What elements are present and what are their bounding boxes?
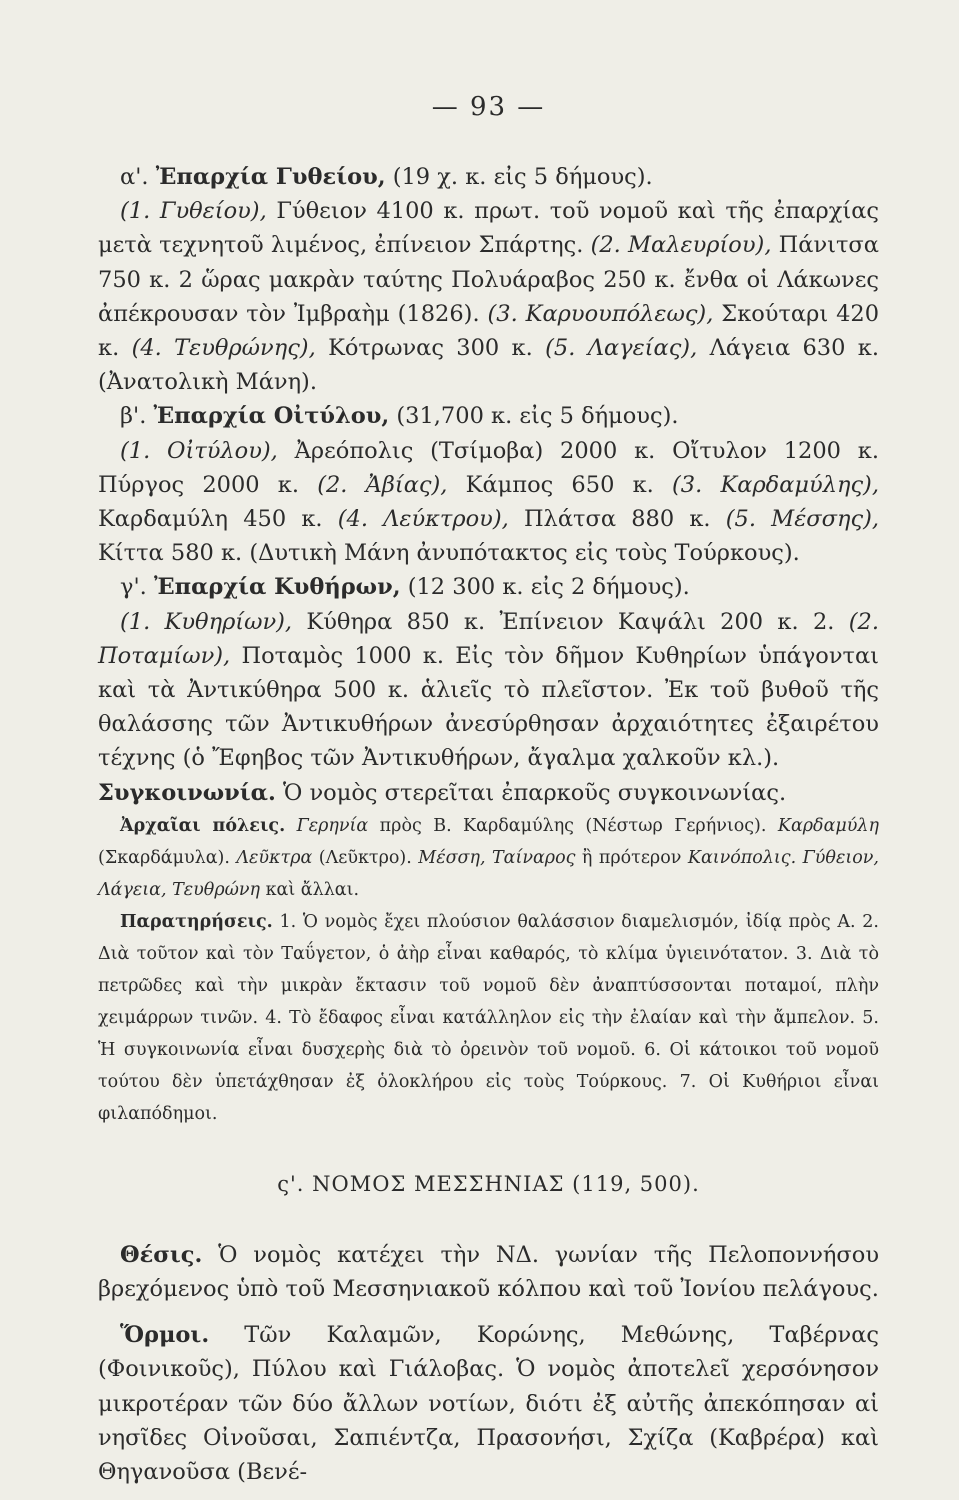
kythera-heading-number: γ'. bbox=[120, 574, 147, 601]
oitylo-text-5: Κίττα 580 κ. (Δυτικὴ Μάνη ἀνυπότακτος εἰς τοὺς Τούρκους). bbox=[98, 540, 800, 567]
gytheio-paragraph bbox=[98, 160, 879, 399]
oitylo-text-3: Καρδαμύλη 450 κ. bbox=[98, 506, 323, 533]
gytheio-text-3: Σκούταρι 420 κ. bbox=[98, 300, 880, 362]
ancient-city-2: Καρδαμύλη bbox=[777, 815, 879, 836]
oitylo-deme-3: (3. Καρδαμύλης), bbox=[672, 471, 879, 498]
ancient-city-3: Λεῦκτρα bbox=[236, 847, 313, 868]
gytheio-heading-title: Ἐπαρχία Γυθείου, bbox=[155, 164, 386, 190]
oitylo-heading-number: β'. bbox=[120, 403, 147, 430]
position-text: Ὁ νομὸς κατέχει τὴν ΝΔ. γωνίαν τῆς Πελοποννήσου βρεχόμενος ὑπὸ τοῦ Μεσσηνιακοῦ κόλπου καὶ τοῦ Ἰονίου πελάγους. bbox=[98, 1241, 879, 1303]
communication-paragraph bbox=[98, 776, 879, 810]
gytheio-deme-5: (5. Λαγείας), bbox=[545, 335, 698, 362]
gytheio-text-5: Λάγεια 630 κ. (Ἀνατολικὴ Μάνη). bbox=[98, 335, 879, 396]
oitylo-paragraph bbox=[98, 399, 879, 570]
position-label: Θέσις. bbox=[120, 1241, 203, 1268]
ancient-cities-paragraph bbox=[98, 810, 879, 906]
bays-label: Ὅρμοι. bbox=[120, 1322, 210, 1349]
ancient-city-4: Μέσση, bbox=[418, 847, 486, 868]
communication-label: Συγκοινωνία. bbox=[98, 779, 276, 806]
ancient-city-1: Γερηνία bbox=[296, 815, 369, 836]
oitylo-text-4: Πλάτσα 880 κ. bbox=[523, 506, 711, 533]
oitylo-deme-2: (2. Ἀβίας), bbox=[317, 471, 448, 498]
kythera-text-2: Ποταμὸς 1000 κ. Εἰς τὸν δῆμον Κυθηρίων ὑπάγονται καὶ τὰ Ἀντικύθηρα 500 κ. ἁλιεῖς τὸ πλεῖστον. Ἐκ τοῦ βυθοῦ τῆς θαλάσσης τῶν Ἀντικυθήρων ἀνεσύρθησαν ἀρχαιότητες ἐξαιρέτου τέχνης (ὁ Ἔφηβος τῶν Ἀντικυθήρων, ἄγαλμα χαλκοῦν κλ.). bbox=[98, 642, 879, 772]
kythera-paragraph bbox=[98, 570, 879, 775]
gytheio-text-2: Πάνιτσα 750 κ. 2 ὥρας μακρὰν ταύτης Πολυάραβος 250 κ. ἔνθα οἱ Λάκωνες ἀπέκρουσαν τὸν Ἰμβραὴμ (1826). bbox=[98, 232, 879, 327]
kythera-heading-title: Ἐπαρχία Κυθήρων, bbox=[153, 574, 401, 601]
gytheio-heading-rest: (19 χ. κ. εἰς 5 δήμους). bbox=[392, 164, 653, 190]
ancient-city-2-note: (Σκαρδάμυλα). bbox=[98, 847, 230, 868]
oitylo-text-2: Κάμπος 650 κ. bbox=[465, 471, 654, 498]
ancient-city-5-note: ἢ πρότερον bbox=[581, 847, 682, 868]
oitylo-heading-rest: (31,700 κ. εἰς 5 δήμους). bbox=[396, 403, 679, 430]
ancient-city-6-note: καὶ ἄλλαι. bbox=[265, 879, 360, 900]
ancient-city-6: Καινόπολις. Γύθειον, Λάγεια, Τευθρώνη bbox=[98, 847, 879, 900]
kythera-deme-2: (2. Ποταμίων), bbox=[98, 608, 880, 669]
observations-text: 1. Ὁ νομὸς ἔχει πλούσιον θαλάσσιον διαμελισμόν, ἰδίᾳ πρὸς Α. 2. Διὰ τοῦτον καὶ τὸν Ταΰγετον, ὁ ἀὴρ εἶναι καθαρός, τὸ κλίμα ὑγιεινότατον. 3. Διὰ τὸ πετρῶδες καὶ τὴν μικρὰν ἔκτασιν τοῦ νομοῦ δὲν ἀναπτύσσονται ποταμοί, πλὴν χειμάρρων τινῶν. 4. Τὸ ἔδαφος εἶναι κατάλληλον εἰς τὴν ἐλαίαν καὶ τὴν ἄμπελον. 5. Ἡ συγκοινωνία εἶναι δυσχερὴς διὰ τὸ ὀρεινὸν τοῦ νομοῦ. 6. Οἱ κάτοικοι τοῦ νομοῦ τούτου δὲν ὑπετάχθησαν ἐξ ὁλοκλήρου εἰς τοὺς Τούρκους. 7. Οἱ Κυθήριοι εἶναι φιλαπόδημοι. bbox=[98, 911, 879, 1124]
oitylo-text-1: Ἀρεόπολις (Τσίμοβα) 2000 κ. Οἴτυλον 1200 κ. Πύργος 2000 κ. bbox=[98, 437, 879, 498]
bays-paragraph bbox=[98, 1318, 879, 1489]
gytheio-text-4: Κότρωνας 300 κ. bbox=[328, 335, 533, 362]
oitylo-deme-5: (5. Μέσσης), bbox=[725, 506, 880, 533]
kythera-deme-1: (1. Κυθηρίων), bbox=[120, 608, 293, 635]
observations-label: Παρατηρήσεις. bbox=[120, 911, 273, 932]
kythera-text-1: Κύθηρα 850 κ. Ἐπίνειον Καψάλι 200 κ. 2. bbox=[306, 608, 835, 635]
gytheio-deme-3: (3. Καρυουπόλεως), bbox=[487, 300, 714, 327]
ancient-city-1-note: πρὸς Β. Καρδαμύλης (Νέστωρ Γερήνιος). bbox=[379, 815, 767, 836]
ancient-city-3-note: (Λεῦκτρο). bbox=[318, 847, 412, 868]
gytheio-deme-1: (1. Γυθείου), bbox=[120, 198, 267, 225]
kythera-heading-rest: (12 300 κ. εἰς 2 δήμους). bbox=[407, 574, 690, 601]
messinia-section-title: ς'. ΝΟΜΟΣ ΜΕΣΣΗΝΙΑΣ (119, 500). bbox=[277, 1171, 700, 1196]
oitylo-heading-title: Ἐπαρχία Οἰτύλου, bbox=[153, 403, 390, 430]
gytheio-deme-4: (4. Τευθρώνης), bbox=[131, 335, 316, 362]
ancient-city-5: Ταίναρος bbox=[492, 847, 576, 868]
oitylo-deme-1: (1. Οἰτύλου), bbox=[120, 437, 278, 464]
observations-paragraph bbox=[98, 906, 879, 1130]
communication-text: Ὁ νομὸς στερεῖται ἐπαρκοῦς συγκοινωνίας. bbox=[282, 779, 787, 806]
page-number: — 93 — bbox=[431, 92, 546, 122]
oitylo-deme-4: (4. Λεύκτρου), bbox=[337, 506, 509, 533]
gytheio-text-1: Γύθειον 4100 κ. πρωτ. τοῦ νομοῦ καὶ τῆς ἐπαρχίας μετὰ τεχνητοῦ λιμένος, ἐπίνειον Σπάρτης. bbox=[98, 198, 879, 259]
gytheio-deme-2: (2. Μαλευρίου), bbox=[590, 232, 772, 259]
position-paragraph bbox=[98, 1238, 879, 1306]
ancient-cities-label: Ἀρχαῖαι πόλεις. bbox=[120, 815, 286, 836]
bays-text: Τῶν Καλαμῶν, Κορώνης, Μεθώνης, Ταβέρνας (Φοινικοῦς), Πύλου καὶ Γιάλοβας. Ὁ νομὸς ἀποτελεῖ χερσόνησον μικροτέραν τῶν δύο ἄλλων νοτίων, διότι ἐξ αὐτῆς ἀπεκόπησαν αἱ νησῖδες Οἰνοῦσαι, Σαπιέντζα, Πρασονήσι, Σχίζα (Καβρέρα) καὶ Θηγανοῦσα (Βενέ- bbox=[98, 1322, 880, 1486]
gytheio-heading-number: α'. bbox=[120, 164, 149, 190]
